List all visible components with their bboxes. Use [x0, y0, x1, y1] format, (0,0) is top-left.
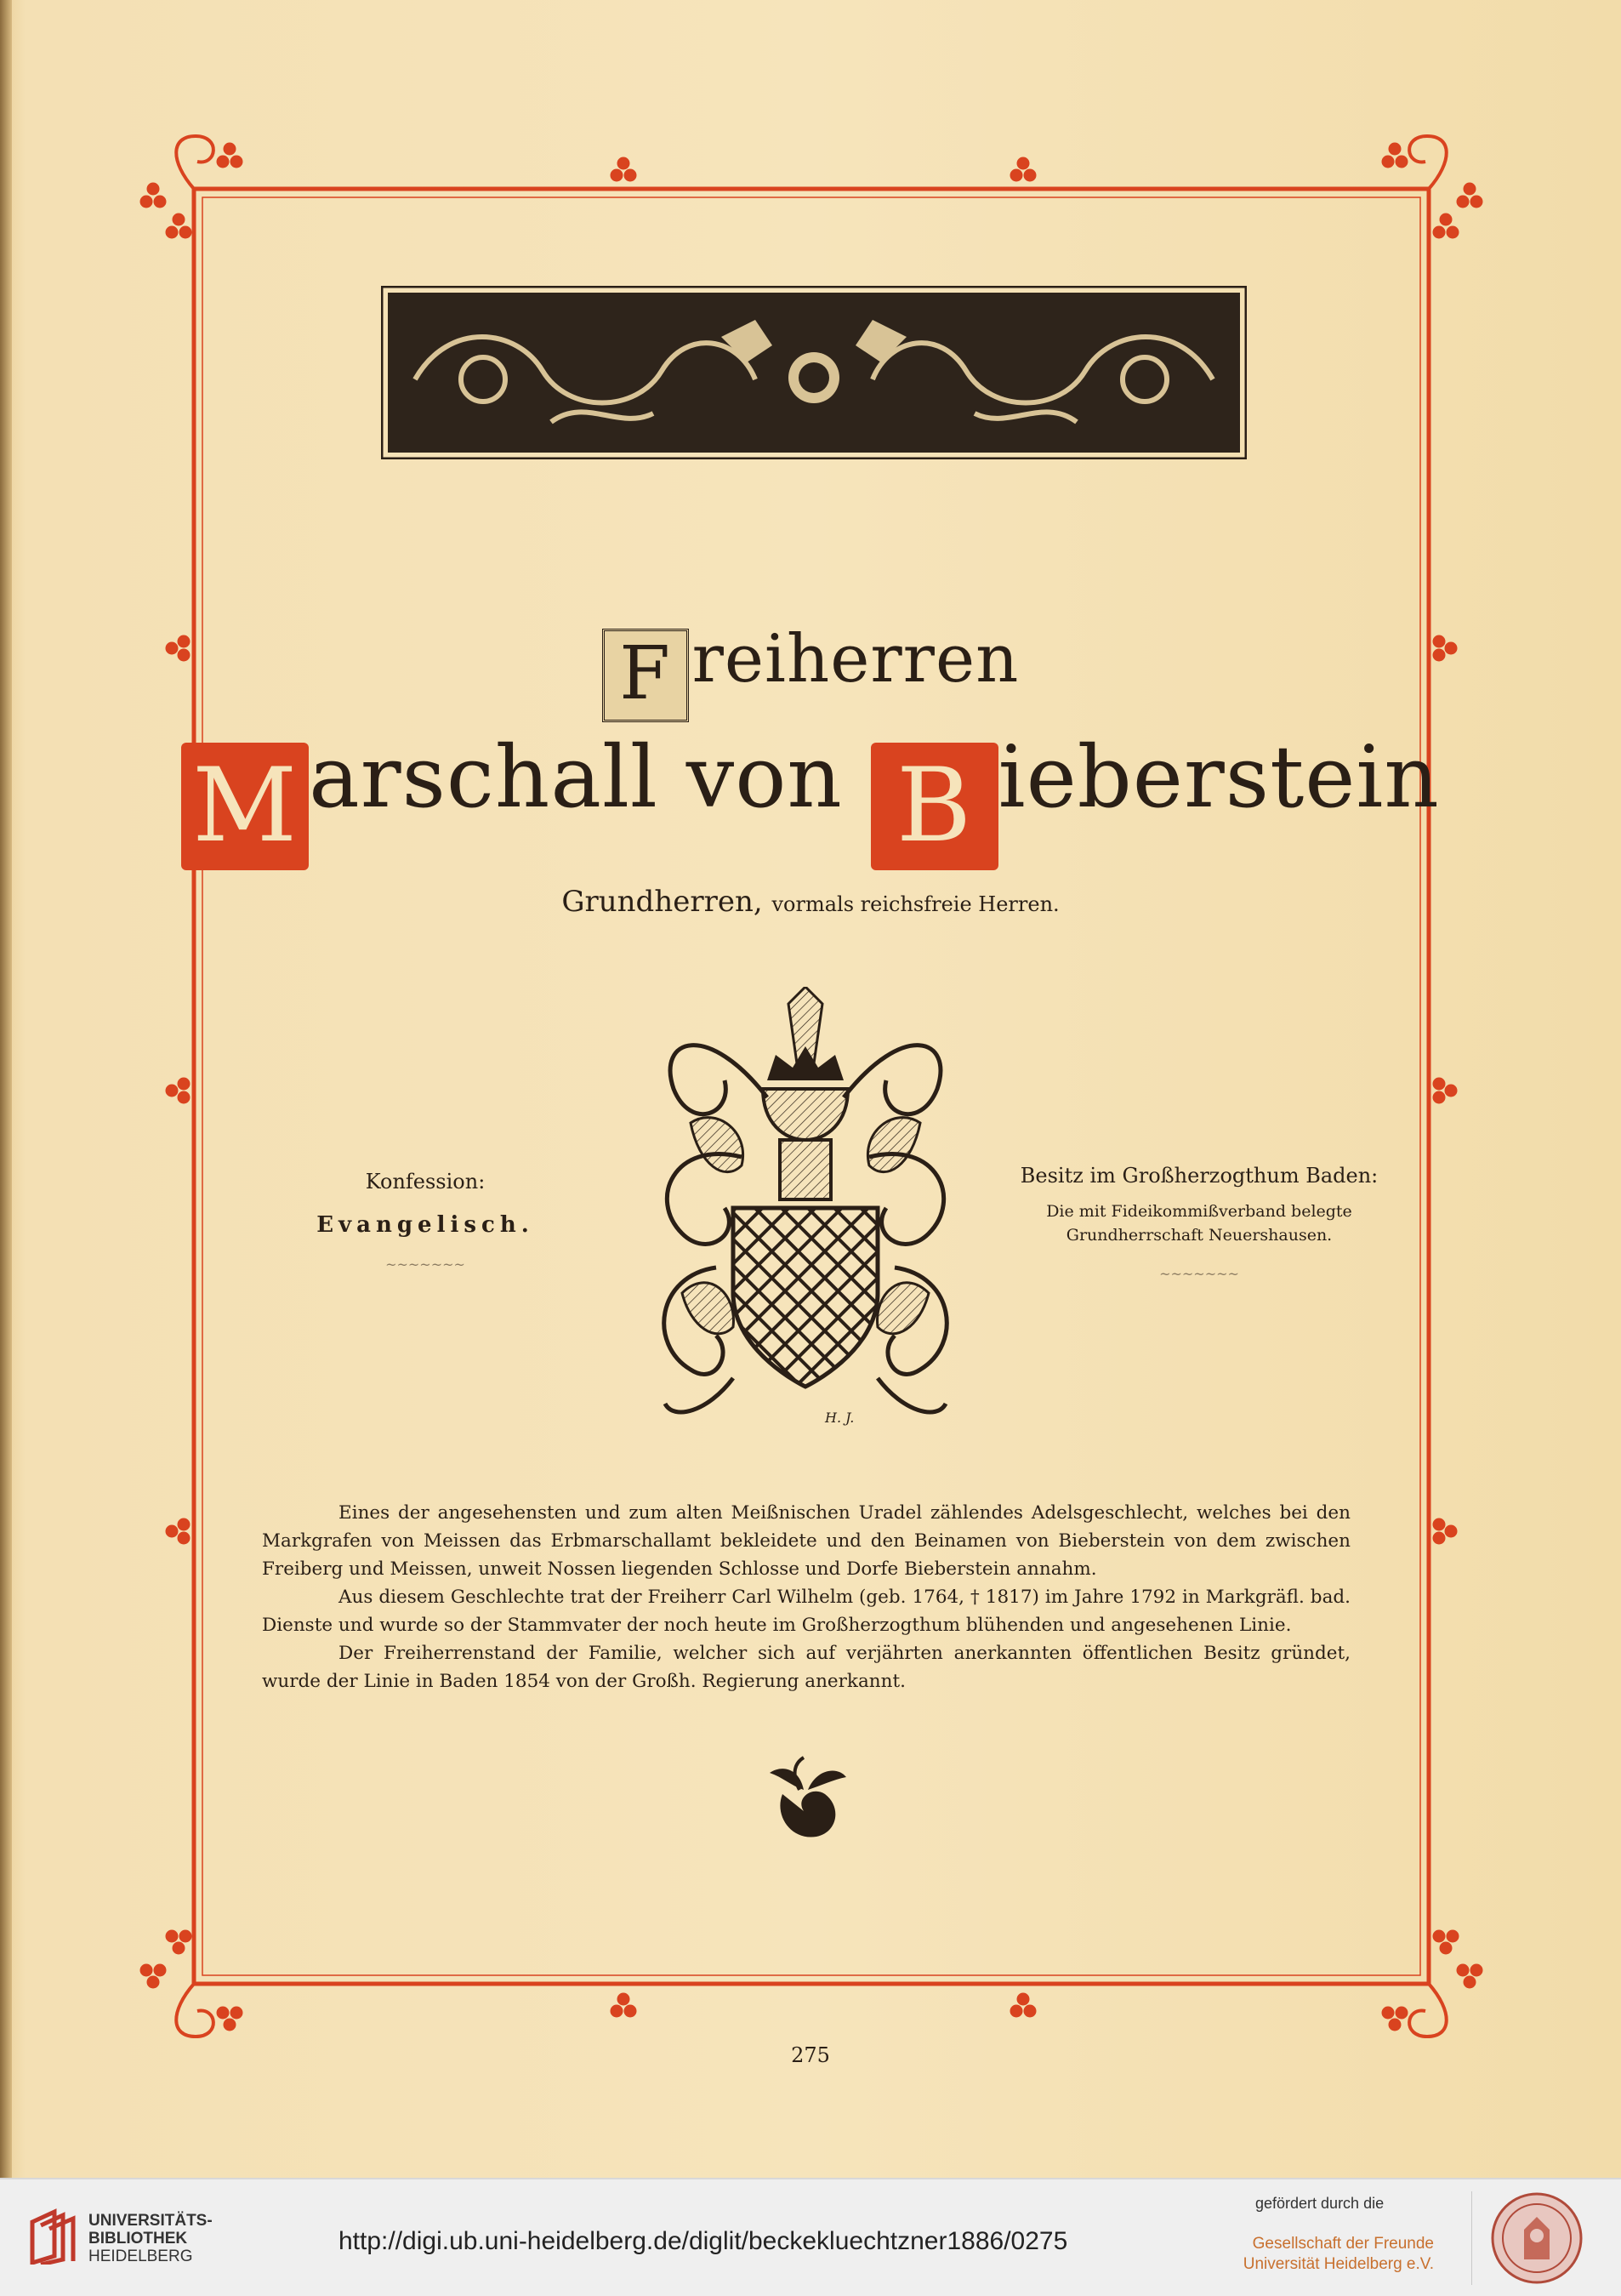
confession-value: Evangelisch.	[316, 1212, 534, 1238]
ornament-tilde-right: ~~~~~~~	[1159, 1266, 1239, 1282]
university-seal-icon	[1490, 2191, 1584, 2285]
ornament-tilde-left: ~~~~~~~	[385, 1256, 465, 1273]
leaf-ornament-icon	[757, 1756, 852, 1849]
confession-label: Konfession:	[365, 1170, 486, 1194]
subtitle-rest: vormals reichsfreie Herren.	[771, 892, 1060, 916]
coat-of-arms-illustration	[640, 987, 971, 1438]
library-name-line-3: HEIDELBERG	[88, 2248, 193, 2265]
property-line-1: Die mit Fideikommißverband belegte	[1046, 1202, 1352, 1221]
title-initial-b: B	[871, 743, 998, 870]
sponsor-name-line-2: Universität Heidelberg e.V.	[1243, 2255, 1434, 2273]
confession-panel	[281, 1170, 570, 1273]
paragraph-3: Der Freiherrenstand der Familie, welcher sich auf verjährten anerkannten öffentlichen Besitz gründet, wurde der Linie in Baden 1854 von der Großh. Regierung anerkannt.	[262, 1643, 1351, 1692]
property-line-2: Grundherrschaft Neuershausen.	[1066, 1226, 1333, 1245]
library-name	[88, 2212, 213, 2265]
artist-mark: H. J.	[825, 1410, 855, 1426]
page-number: 275	[791, 2043, 830, 2067]
footer-divider	[1471, 2191, 1472, 2285]
subtitle	[0, 885, 1621, 919]
title-line2-part1: arschall von	[309, 727, 871, 827]
title-initial-m: M	[181, 743, 309, 870]
title-line1-text: reiherren	[691, 621, 1020, 698]
sponsor-intro: gefördert durch die	[1255, 2195, 1385, 2212]
paragraph-1: Eines der angesehensten und zum alten Meißnischen Uradel zählendes Adelsgeschlecht, welches bei den Markgrafen von Meissen das Erbmarschallamt bekleidete und den Beinamen von Bieberstein von dem zwischen Freiberg und Meissen, unweit Nossen liegenden Schlosse und Dorfe Bieberstein annahm.	[262, 1502, 1351, 1580]
property-value	[1012, 1199, 1386, 1247]
library-name-line-1: UNIVERSITÄTS-	[88, 2212, 213, 2230]
title-line-family-name	[0, 727, 1621, 870]
ornamental-header-band	[381, 286, 1247, 459]
subtitle-main: Grundherren,	[561, 885, 763, 919]
title-line-freiherren	[0, 621, 1621, 722]
property-label: Besitz im Großherzogthum Baden:	[1020, 1164, 1379, 1188]
paragraph-2: Aus diesem Geschlechte trat der Freiherr Carl Wilhelm (geb. 1764, † 1817) im Jahre 1792 in Markgräfl. bad. Dienste und wurde so der Stammvater der noch heute im Großherzogthum blühenden und angesehenen Linie.	[262, 1587, 1351, 1636]
digitization-footer	[0, 2178, 1621, 2296]
property-panel	[1012, 1164, 1386, 1282]
library-name-line-2: BIBLIOTHEK	[88, 2230, 188, 2248]
sponsor-name	[1216, 2234, 1434, 2275]
sponsor-name-line-1: Gesellschaft der Freunde	[1252, 2235, 1434, 2253]
permalink-url[interactable]: http://digi.ub.uni-heidelberg.de/diglit/beckekluechtzner1886/0275	[338, 2227, 1068, 2255]
library-logo-icon	[29, 2208, 78, 2265]
history-text	[262, 1499, 1351, 1695]
title-line2-part2: ieberstein	[998, 727, 1440, 827]
title-initial-f: F	[602, 629, 689, 722]
